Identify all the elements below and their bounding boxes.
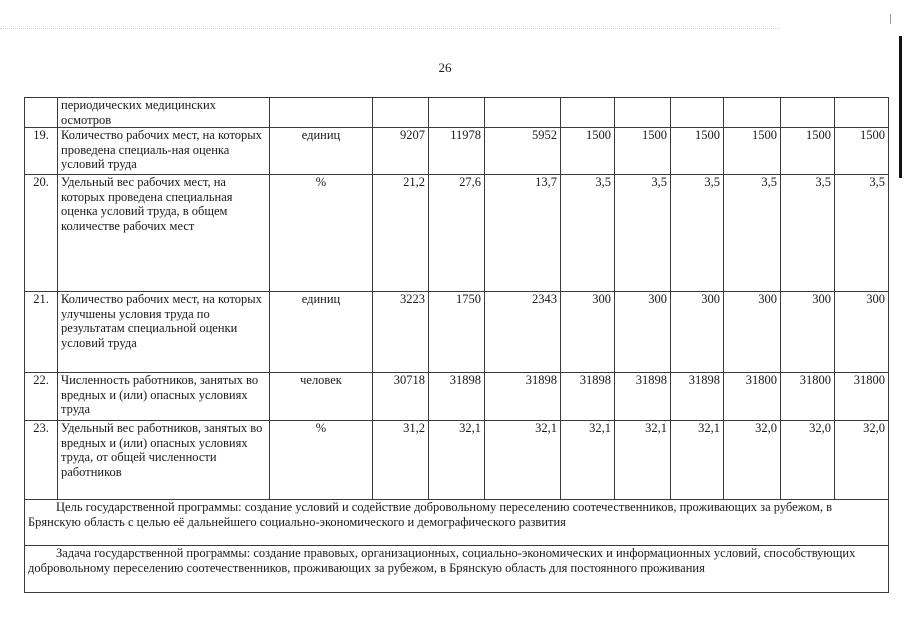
value-cell	[671, 98, 724, 128]
value-cell	[615, 98, 671, 128]
indicator-name: Количество рабочих мест, на которых проведена специаль-ная оценка условий труда	[58, 128, 270, 175]
value-cell: 21,2	[373, 175, 429, 292]
unit-cell: единиц	[270, 128, 373, 175]
value-cell: 11978	[429, 128, 485, 175]
value-cell: 3223	[373, 292, 429, 373]
row-number: 23.	[25, 421, 58, 500]
value-cell: 31,2	[373, 421, 429, 500]
unit-cell: %	[270, 421, 373, 500]
table-row	[25, 373, 889, 421]
value-cell: 3,5	[561, 175, 615, 292]
table-row	[25, 292, 889, 373]
value-cell: 300	[615, 292, 671, 373]
value-cell: 31800	[724, 373, 781, 421]
value-cell: 300	[835, 292, 889, 373]
value-cell: 3,5	[835, 175, 889, 292]
value-cell	[373, 98, 429, 128]
program-task-row	[25, 546, 889, 593]
value-cell: 1500	[615, 128, 671, 175]
value-cell: 9207	[373, 128, 429, 175]
unit-cell: человек	[270, 373, 373, 421]
value-cell: 32,0	[724, 421, 781, 500]
value-cell: 13,7	[485, 175, 561, 292]
value-cell: 31898	[671, 373, 724, 421]
table-row	[25, 98, 889, 128]
indicator-name: Количество рабочих мест, на которых улучшены условия труда по результатам специальной оценки условий труда	[58, 292, 270, 373]
value-cell: 30718	[373, 373, 429, 421]
value-cell	[485, 98, 561, 128]
value-cell: 1500	[561, 128, 615, 175]
value-cell: 1500	[724, 128, 781, 175]
value-cell: 3,5	[781, 175, 835, 292]
value-cell: 1500	[671, 128, 724, 175]
indicator-name: периодических медицинских осмотров	[58, 98, 270, 128]
value-cell: 32,0	[835, 421, 889, 500]
value-cell: 32,1	[485, 421, 561, 500]
scan-artifact-top	[0, 28, 780, 29]
value-cell: 31898	[485, 373, 561, 421]
row-number: 22.	[25, 373, 58, 421]
value-cell: 31898	[615, 373, 671, 421]
value-cell: 300	[724, 292, 781, 373]
value-cell: 1500	[781, 128, 835, 175]
value-cell: 3,5	[615, 175, 671, 292]
value-cell: 3,5	[671, 175, 724, 292]
table-row	[25, 128, 889, 175]
value-cell	[781, 98, 835, 128]
value-cell: 300	[781, 292, 835, 373]
value-cell	[835, 98, 889, 128]
row-number: 20.	[25, 175, 58, 292]
value-cell: 5952	[485, 128, 561, 175]
table-row	[25, 421, 889, 500]
program-goal-text: Цель государственной программы: создание условий и содействие добровольному переселению соотечественников, проживающих за рубежом, в Брянскую область с целью её дальнейшего социально-экономического и демографического развития	[25, 500, 889, 546]
value-cell	[724, 98, 781, 128]
value-cell: 31898	[429, 373, 485, 421]
unit-cell: единиц	[270, 292, 373, 373]
row-number: 19.	[25, 128, 58, 175]
indicators-table	[24, 97, 889, 593]
program-task-text: Задача государственной программы: создание правовых, организационных, социально-экономических и информационных условий, способствующих добровольному переселению соотечественников, проживающих за рубежом, в Брянскую область для постоянного проживания	[25, 546, 889, 593]
value-cell	[429, 98, 485, 128]
indicator-name: Численность работников, занятых во вредных и (или) опасных условиях труда	[58, 373, 270, 421]
value-cell: 3,5	[724, 175, 781, 292]
value-cell: 300	[561, 292, 615, 373]
indicator-name: Удельный вес работников, занятых во вредных и (или) опасных условиях труда, от общей численности работников	[58, 421, 270, 500]
value-cell: 2343	[485, 292, 561, 373]
value-cell: 300	[671, 292, 724, 373]
scan-artifact-edge	[899, 36, 902, 178]
value-cell: 31898	[561, 373, 615, 421]
value-cell: 27,6	[429, 175, 485, 292]
value-cell: 32,1	[429, 421, 485, 500]
value-cell: 1500	[835, 128, 889, 175]
scan-artifact-tick	[890, 14, 891, 24]
value-cell	[561, 98, 615, 128]
indicator-name: Удельный вес рабочих мест, на которых проведена специальная оценка условий труда, в общем количестве рабочих мест	[58, 175, 270, 292]
unit-cell	[270, 98, 373, 128]
row-number: 21.	[25, 292, 58, 373]
value-cell: 31800	[835, 373, 889, 421]
program-goal-row	[25, 500, 889, 546]
value-cell: 32,1	[561, 421, 615, 500]
value-cell: 31800	[781, 373, 835, 421]
table-row	[25, 175, 889, 292]
unit-cell: %	[270, 175, 373, 292]
page-number: 26	[438, 60, 452, 75]
row-number	[25, 98, 58, 128]
value-cell: 32,0	[781, 421, 835, 500]
value-cell: 32,1	[615, 421, 671, 500]
value-cell: 32,1	[671, 421, 724, 500]
value-cell: 1750	[429, 292, 485, 373]
